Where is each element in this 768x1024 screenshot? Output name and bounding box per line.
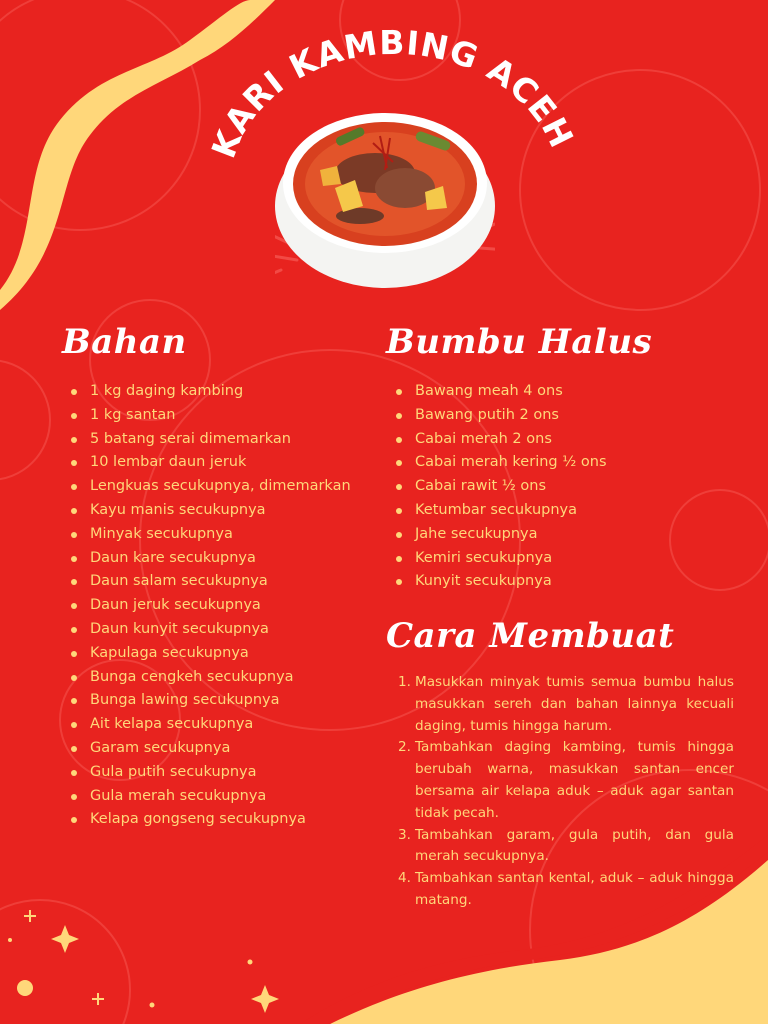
bahan-item: Minyak secukupnya (64, 523, 351, 547)
svg-text:KARI KAMBING ACEH: KARI KAMBING ACEH (203, 22, 582, 164)
bahan-item: Kapulaga secukupnya (64, 642, 351, 666)
bahan-item: Lengkuas secukupnya, dimemarkan (64, 475, 351, 499)
step-text: Tambahkan garam, gula putih, dan gula merah secukupnya. (415, 826, 734, 865)
step-number: 2. (398, 739, 411, 756)
bahan-title: Bahan (62, 322, 187, 362)
bahan-item: Daun kunyit secukupnya (64, 618, 351, 642)
step-number: 3. (398, 826, 411, 843)
bahan-item: Kayu manis secukupnya (64, 499, 351, 523)
bahan-item: Gula merah secukupnya (64, 785, 351, 809)
bahan-item: 1 kg santan (64, 404, 351, 428)
bumbu-item: Bawang meah 4 ons (389, 380, 607, 404)
bahan-item: Ait kelapa secukupnya (64, 713, 351, 737)
bahan-item: Daun salam secukupnya (64, 570, 351, 594)
bumbu-item: Jahe secukupnya (389, 523, 607, 547)
step-number: 1. (398, 674, 411, 690)
bahan-item: Kelapa gongseng secukupnya (64, 808, 351, 832)
step-item (398, 737, 734, 824)
bumbu-item: Cabai rawit ½ ons (389, 475, 607, 499)
bumbu-item: Kunyit secukupnya (389, 570, 607, 594)
bumbu-item: Bawang putih 2 ons (389, 404, 607, 428)
bumbu-halus-title: Bumbu Halus (386, 322, 653, 362)
bahan-item: Garam secukupnya (64, 737, 351, 761)
bahan-item: Bunga cengkeh secukupnya (64, 666, 351, 690)
bumbu-item: Cabai merah 2 ons (389, 428, 607, 452)
step-text: Tambahkan daging kambing, tumis hingga berubah warna, masukkan santan encer bersama air kelapa aduk – aduk agar santan tidak pecah. (415, 739, 734, 821)
cara-membuat-title: Cara Membuat (386, 616, 675, 656)
step-item (398, 825, 734, 869)
bahan-list (64, 380, 351, 832)
recipe-title (180, 20, 600, 240)
bahan-item: Daun kare secukupnya (64, 547, 351, 571)
step-item (398, 868, 734, 912)
bahan-item: 1 kg daging kambing (64, 380, 351, 404)
cara-membuat-steps (398, 672, 734, 912)
step-text: Masukkan minyak tumis semua bumbu halus masukkan sereh dan bahan lainnya kecuali daging, tumis hingga harum. (415, 674, 734, 734)
bumbu-item: Kemiri secukupnya (389, 547, 607, 571)
bahan-item: Bunga lawing secukupnya (64, 689, 351, 713)
step-text: Tambahkan santan kental, aduk – aduk hingga matang. (415, 870, 734, 908)
step-item (398, 672, 734, 737)
bahan-item: Gula putih secukupnya (64, 761, 351, 785)
bahan-item: 5 batang serai dimemarkan (64, 428, 351, 452)
bahan-item: 10 lembar daun jeruk (64, 451, 351, 475)
step-number: 4. (398, 870, 411, 887)
bumbu-item: Cabai merah kering ½ ons (389, 451, 607, 475)
bahan-item: Daun jeruk secukupnya (64, 594, 351, 618)
bumbu-halus-list (389, 380, 607, 594)
bumbu-item: Ketumbar secukupnya (389, 499, 607, 523)
